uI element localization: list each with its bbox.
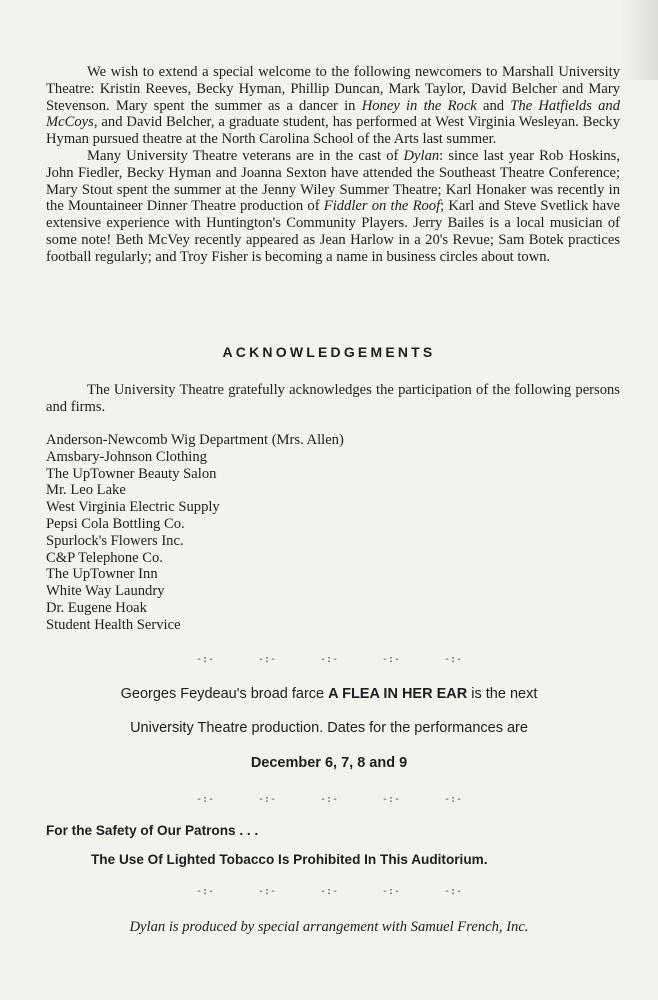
- welcome-paragraph-veterans: Many University Theatre veterans are in the cast of Dylan: since last year Rob Hoskins, John Fiedler, Becky Hyman and Joanna Sexton have attended the Southeast Theatre Conference; Mary Stout spent the summer at the Jenny Wiley Summer Theatre; Karl Honaker was recently in the Mountaineer Dinner Theatre production of Fiddler on the Roof; Karl and Steve Svetlick have extensive experience with Huntington's Community Players. Jerry Bailes is a local musician of some note! Beth McVey recently appeared as Jean Harlow in a 20's Revue; Sam Botek practices football regularly; and Troy Fisher is becoming a name in business circles about town.: [46, 147, 621, 265]
- next-production-line: Georges Feydeau's broad farce A FLEA IN HER EAR is the next: [120, 686, 538, 702]
- next-production-title: A FLEA IN HER EAR: [328, 686, 468, 702]
- tobacco-notice: The Use Of Lighted Tobacco Is Prohibited In This Auditorium.: [91, 852, 488, 867]
- title-dylan: Dylan: [403, 147, 440, 164]
- sponsor-item: C&P Telephone Co.: [46, 549, 163, 566]
- separator-row: -:- -:- -:- -:- -:-: [195, 886, 463, 897]
- sponsor-item: Dr. Eugene Hoak: [46, 599, 147, 616]
- title-fiddler-on-the-roof: Fiddler on the Roof: [323, 198, 441, 215]
- safety-notice-heading: For the Safety of Our Patrons . . .: [46, 823, 259, 838]
- acknowledgements-heading: ACKNOWLEDGEMENTS: [222, 344, 436, 360]
- performance-dates: December 6, 7, 8 and 9: [250, 755, 408, 771]
- sponsor-item: Spurlock's Flowers Inc.: [46, 532, 184, 549]
- sponsor-item: Amsbary-Johnson Clothing: [46, 448, 207, 465]
- performance-dates-intro: University Theatre production. Dates for the performances are: [130, 720, 528, 736]
- sponsor-item: West Virginia Electric Supply: [46, 499, 220, 516]
- separator-row: -:- -:- -:- -:- -:-: [195, 654, 463, 665]
- welcome-paragraph-newcomers: We wish to extend a special welcome to the following newcomers to Marshall University Theatre: Kristin Reeves, Becky Hyman, Phillip Duncan, Mark Taylor, David Belcher and Mary Stevenson. Mary spent the summer as a dancer in Honey in the Rock and The Hatfields and McCoys, and David Belcher, a graduate student, has performed at West Virginia Wesleyan. Becky Hyman pursued theatre at the North Carolina School of the Arts last summer.: [46, 64, 620, 148]
- separator-row: -:- -:- -:- -:- -:-: [195, 794, 463, 805]
- sponsor-item: Student Health Service: [46, 616, 181, 633]
- welcome-section: [46, 64, 620, 266]
- sponsor-item: Pepsi Cola Bottling Co.: [46, 515, 185, 532]
- sponsor-list: [46, 432, 344, 634]
- title-honey-in-the-rock: Honey in the Rock: [361, 97, 477, 114]
- sponsor-item: Anderson-Newcomb Wig Department (Mrs. Allen): [46, 432, 344, 448]
- title-hatfields-and-mccoys: The Hatfields and McCoys: [46, 97, 620, 131]
- sponsor-item: The UpTowner Beauty Salon: [46, 465, 217, 482]
- sponsor-item: Mr. Leo Lake: [46, 482, 126, 499]
- acknowledgements-intro: The University Theatre gratefully acknowledges the participation of the following persons and firms.: [46, 382, 620, 415]
- sponsor-item: The UpTowner Inn: [46, 566, 158, 583]
- page-edge-shadow: [620, 0, 658, 80]
- production-credit: Dylan is produced by special arrangement with Samuel French, Inc.: [129, 919, 529, 935]
- sponsor-item: White Way Laundry: [46, 583, 165, 600]
